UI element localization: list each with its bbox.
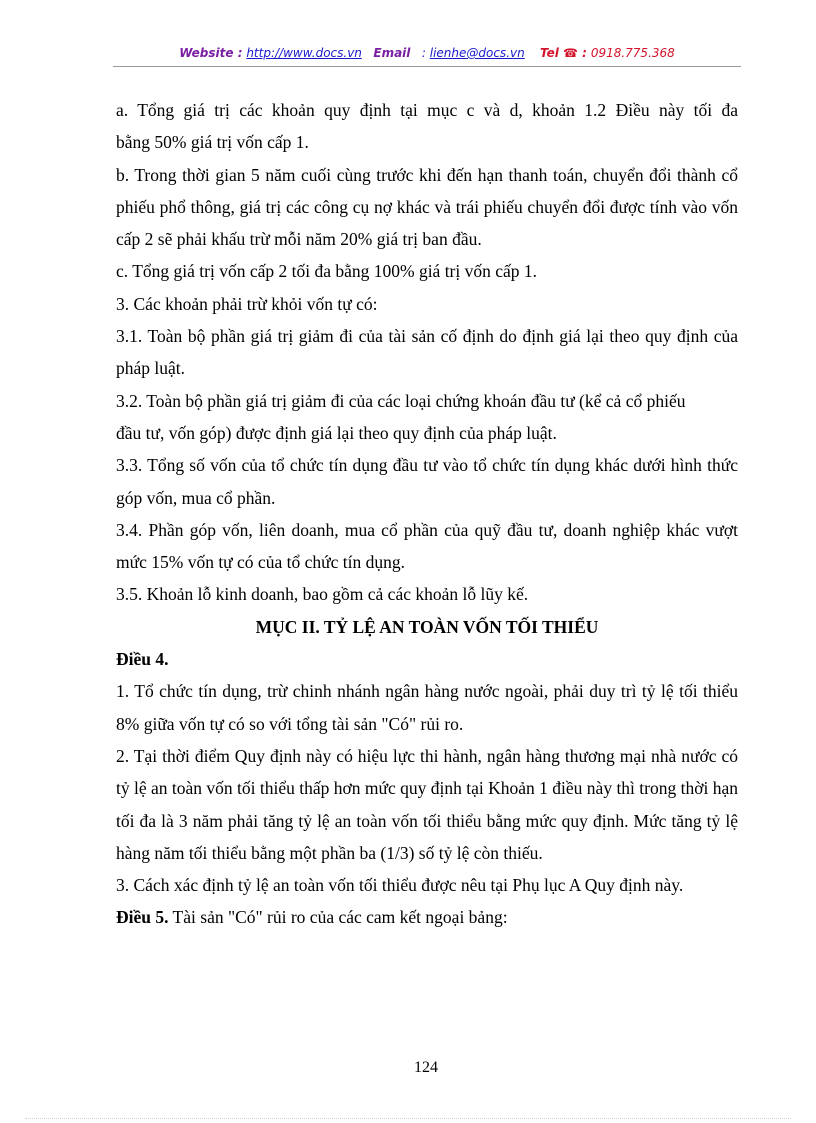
item-3-1: 3.1. Toàn bộ phần giá trị giảm đi của tài sản cố định do định giá lại theo quy định của pháp luật. bbox=[116, 326, 738, 379]
email-label: Email bbox=[373, 46, 411, 60]
article-4-para-2: 2. Tại thời điểm Quy định này có hiệu lực thi hành, ngân hàng thương mại nhà nước có tỷ lệ an toàn vốn tối thiểu thấp hơn mức quy định tại Khoản 1 điều này thì trong thời hạn tối đa là 3 năm phải tăng tỷ lệ an toàn vốn tối thiểu bằng mức quy định. Mức tăng tỷ lệ hàng năm tối thiểu bằng một phần ba (1/3) số tỷ lệ còn thiếu. bbox=[116, 745, 738, 863]
article-5-text: Tài sản "Có" rủi ro của các cam kết ngoại bảng: bbox=[168, 907, 508, 928]
article-5 bbox=[116, 901, 738, 933]
phone-number: 0918.775.368 bbox=[590, 46, 675, 60]
paragraph-a-line-1: a. Tổng giá trị các khoản quy định tại mục c và d, khoản 1.2 Điều này tối đa bbox=[116, 100, 738, 120]
page-header bbox=[113, 46, 741, 66]
tel-label: Tel ☎ : bbox=[539, 46, 587, 60]
document-body bbox=[116, 94, 738, 934]
item-3-2-line-1: 3.2. Toàn bộ phần giá trị giảm đi của các loại chứng khoán đầu tư (kể cả cổ phiếu bbox=[116, 390, 686, 411]
article-4-para-3: 3. Cách xác định tỷ lệ an toàn vốn tối thiểu được nêu tại Phụ lục A Quy định này. bbox=[116, 875, 684, 896]
paragraph-b: b. Trong thời gian 5 năm cuối cùng trước khi đến hạn thanh toán, chuyển đổi thành cổ phiếu phổ thông, giá trị các công cụ nợ khác và trái phiếu chuyển đổi được tính vào vốn cấp 2 sẽ phải khấu trừ mỗi năm 20% giá trị ban đầu. bbox=[116, 164, 738, 250]
website-label: Website : bbox=[179, 46, 243, 60]
page-number: 124 bbox=[414, 1059, 438, 1076]
email-separator: : bbox=[421, 46, 426, 60]
email-link[interactable]: lienhe@docs.vn bbox=[429, 46, 525, 60]
item-3: 3. Các khoản phải trừ khỏi vốn tự có: bbox=[116, 293, 378, 314]
item-3-5: 3.5. Khoản lỗ kinh doanh, bao gồm cả các khoản lỗ lũy kế. bbox=[116, 584, 529, 605]
paragraph-c: c. Tổng giá trị vốn cấp 2 tối đa bằng 100% giá trị vốn cấp 1. bbox=[116, 261, 538, 282]
paragraph-a-line-2: bằng 50% giá trị vốn cấp 1. bbox=[116, 132, 309, 153]
section-heading: MỤC II. TỶ LỆ AN TOÀN VỐN TỐI THIỂU bbox=[255, 616, 599, 637]
item-3-4: 3.4. Phần góp vốn, liên doanh, mua cổ phần của quỹ đầu tư, doanh nghiệp khác vượt mức 15% vốn tự có của tổ chức tín dụng. bbox=[116, 519, 738, 573]
header-divider bbox=[113, 66, 741, 67]
article-4-title: Điều 4. bbox=[116, 649, 169, 670]
item-3-2-line-2: đầu tư, vốn góp) được định giá lại theo quy định của pháp luật. bbox=[116, 422, 557, 443]
article-4-para-1: 1. Tổ chức tín dụng, trừ chinh nhánh ngân hàng nước ngoài, phải duy trì tỷ lệ tối thiểu 8% giữa vốn tự có so với tổng tài sản "Có" rủi ro. bbox=[116, 681, 738, 734]
article-5-title: Điều 5. bbox=[116, 907, 169, 928]
page-bottom-border bbox=[25, 1118, 791, 1119]
website-link[interactable]: http://www.docs.vn bbox=[246, 46, 362, 60]
item-3-3: 3.3. Tổng số vốn của tổ chức tín dụng đầu tư vào tổ chức tín dụng khác dưới hình thức góp vốn, mua cổ phần. bbox=[116, 455, 738, 508]
